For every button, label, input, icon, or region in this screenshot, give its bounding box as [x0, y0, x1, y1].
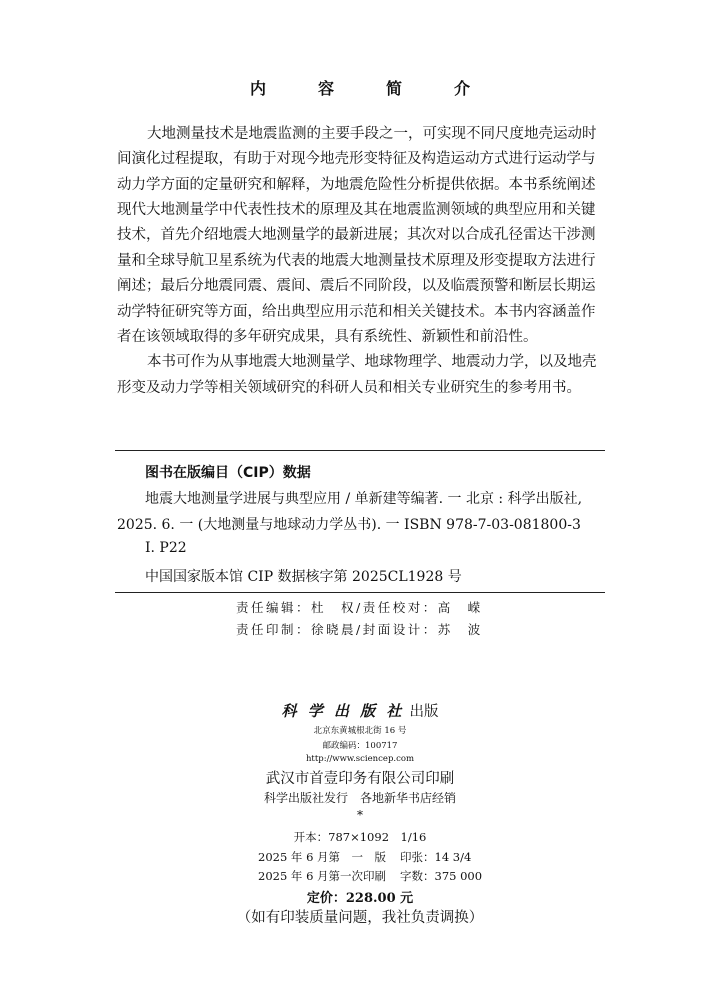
divider-top — [115, 450, 605, 451]
printing-spec: 2025 年 6 月第一次印刷 — [258, 869, 387, 883]
format-spec: 开本：787×1092 1/16 — [293, 830, 427, 844]
intro-line: 间演化过程提取，有助于对现今地壳形变特征及构造运动方式进行运动学与 — [117, 151, 596, 167]
credits-line: 责任编辑：杜 权/责任校对：高 嵘 — [236, 600, 483, 615]
publisher-url: http://www.sciencep.com — [305, 754, 415, 764]
edition-spec: 2025 年 6 月第 一 版 — [258, 850, 387, 864]
publisher-name: 科 学 出 版 社 — [281, 702, 405, 720]
publisher-address: 北京东黄城根北街 16 号 — [313, 726, 407, 736]
intro-line: 本书可作为从事地震大地测量学、地球物理学、地震动力学，以及地壳 — [147, 354, 597, 370]
intro-line: 现代大地测量学中代表性技术的原理及其在地震监测领域的典型应用和关键 — [117, 202, 596, 218]
intro-line: 者在该领域取得的多年研究成果，具有系统性、新颖性和前沿性。 — [117, 329, 538, 345]
intro-line: 大地测量技术是地震监测的主要手段之一，可实现不同尺度地壳运动时 — [147, 126, 597, 142]
publisher-block — [0, 700, 720, 721]
printer: 武汉市首壹印务有限公司印刷 — [265, 771, 455, 787]
quality-notice: （如有印装质量问题，我社负责调换） — [236, 910, 484, 926]
intro-line: 量和全球导航卫星系统为代表的地震大地测量技术原理及形变提取方法进行 — [117, 253, 596, 269]
intro-line: 阐述；最后分地震同震、震间、震后不同阶段，以及临震预警和断层长期运 — [117, 278, 596, 294]
credits-line: 责任印制：徐晓晨/封面设计：苏 波 — [236, 622, 483, 637]
intro-line: 形变及动力学等相关领域研究的科研人员和相关专业研究生的参考用书。 — [117, 380, 581, 396]
words-spec: 字数：375 000 — [400, 869, 483, 883]
sheets-spec: 印张：14 3/4 — [400, 850, 472, 864]
cip-line: 2025. 6. 一 (大地测量与地球动力学丛书). 一 ISBN 978-7-03-081800-3 — [117, 517, 581, 533]
intro-line: 动力学方面的定量研究和解释，为地震危险性分析提供依据。本书系统阐述 — [117, 177, 596, 193]
price-value: 228.00 元 — [345, 891, 414, 906]
distribution: 科学出版社发行 各地新华书店经销 — [263, 791, 456, 805]
cip-heading: 图书在版编目（CIP）数据 — [145, 465, 311, 481]
intro-line: 技术，首先介绍地震大地测量学的最新进展；其次对以合成孔径雷达干涉测 — [117, 227, 596, 243]
publisher-suffix: 出版 — [409, 704, 439, 720]
intro-line: 动学特征研究等方面，给出典型应用示范和相关关键技术。本书内容涵盖作 — [117, 304, 596, 320]
cip-line: 中国国家版本馆 CIP 数据核字第 2025CL1928 号 — [145, 569, 462, 585]
price-label: 定价： — [306, 891, 346, 906]
publisher-postcode: 邮政编码：100717 — [322, 741, 398, 751]
cip-line: 地震大地测量学进展与典型应用 / 单新建等编著. 一 北京 : 科学出版社, — [145, 491, 583, 507]
page-title: 内 容 简 介 — [249, 79, 488, 98]
price — [0, 887, 720, 906]
cip-line: I. P22 — [145, 540, 187, 556]
divider-bottom — [115, 592, 605, 593]
separator-star: * — [357, 808, 363, 822]
